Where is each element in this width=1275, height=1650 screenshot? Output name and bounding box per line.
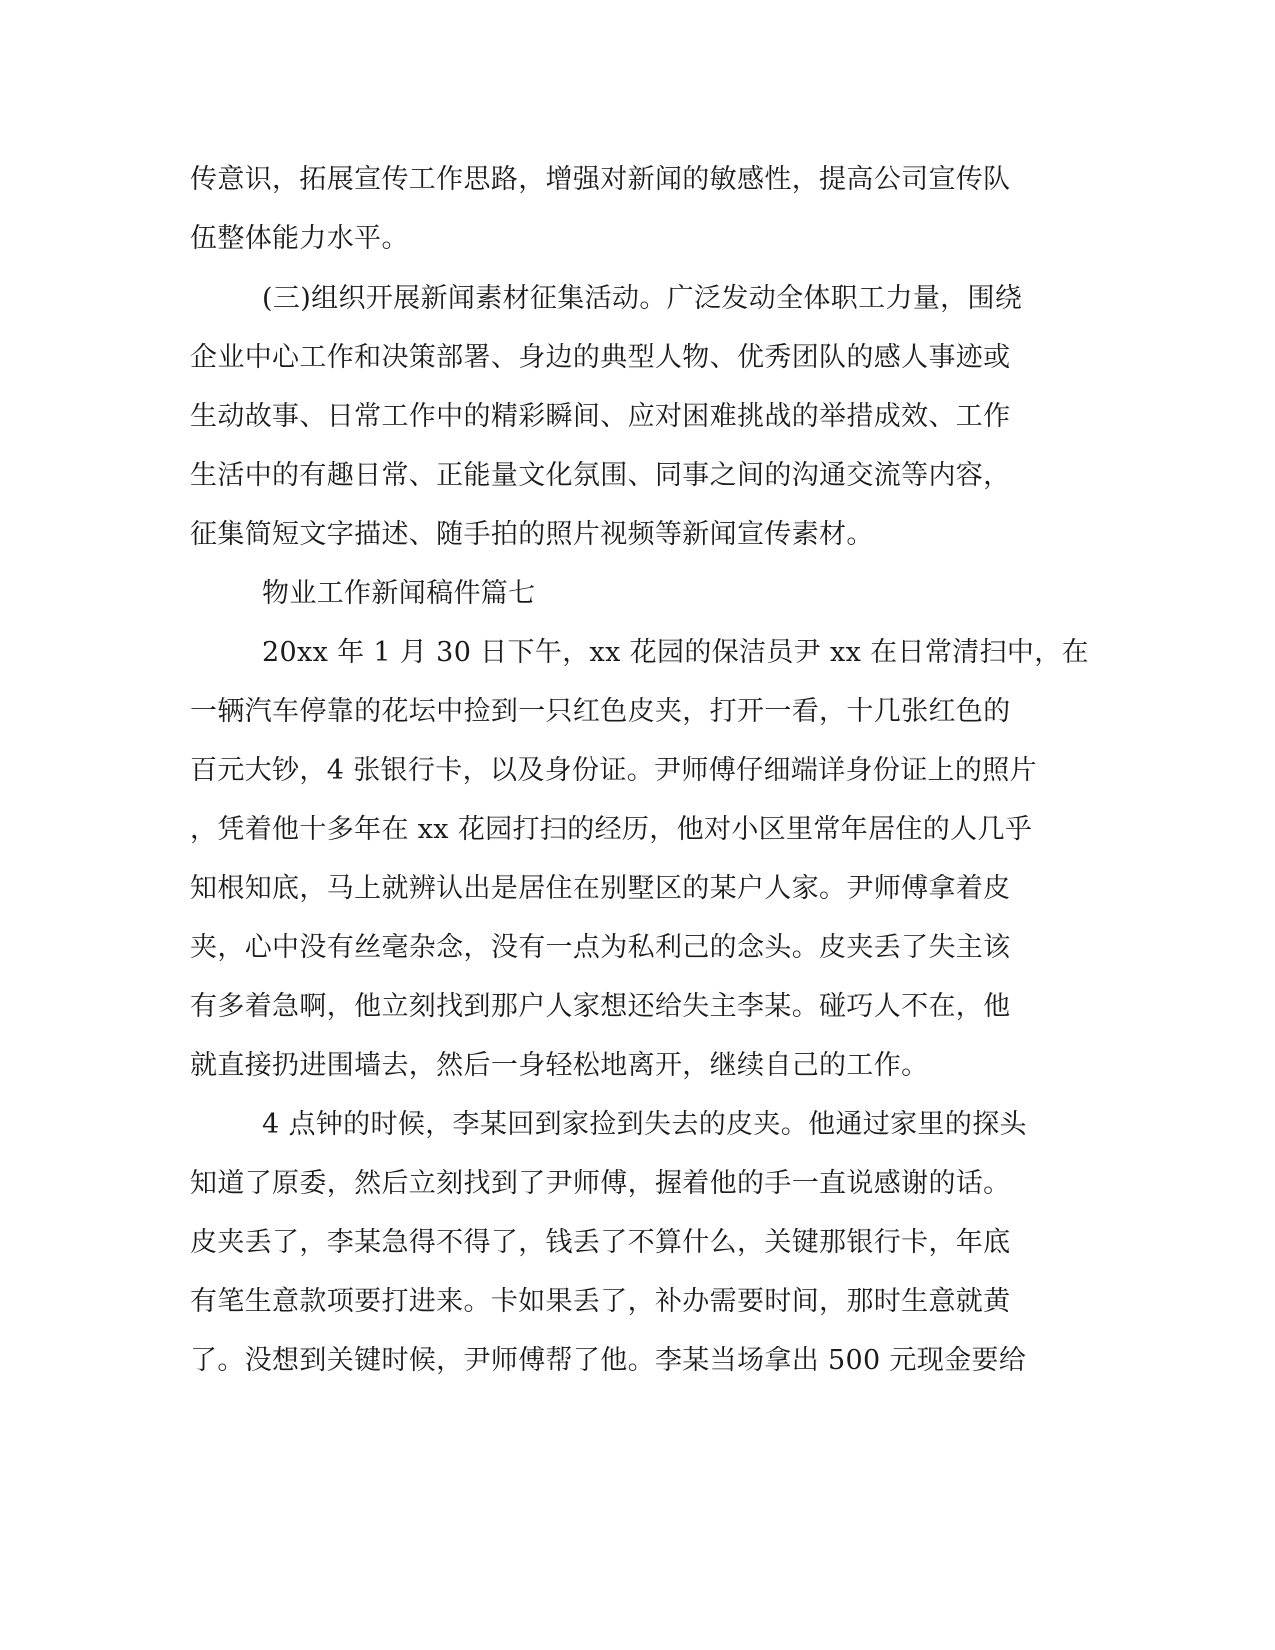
text-line: 知道了原委，然后立刻找到了尹师傅，握着他的手一直说感谢的话。 — [190, 1168, 1011, 1199]
paragraph-start: 20xx 年 1 月 30 日下午，xx 花园的保洁员尹 xx 在日常清扫中，在 — [262, 637, 1089, 668]
text-line: 了。没想到关键时候，尹师傅帮了他。李某当场拿出 500 元现金要给 — [190, 1345, 1027, 1376]
paragraph-start: (三)组织开展新闻素材征集活动。广泛发动全体职工力量，围绕 — [262, 283, 1023, 314]
text-line: 夹，心中没有丝毫杂念，没有一点为私利己的念头。皮夹丢了失主该 — [190, 932, 1011, 963]
text-line: 伍整体能力水平。 — [190, 223, 409, 254]
text-line: 征集简短文字描述、随手拍的照片视频等新闻宣传素材。 — [190, 519, 874, 550]
text-line: 生动故事、日常工作中的精彩瞬间、应对困难挑战的举措成效、工作 — [190, 401, 1011, 432]
text-line: 百元大钞，4 张银行卡，以及身份证。尹师傅仔细端详身份证上的照片 — [190, 755, 1037, 786]
text-line: 传意识，拓展宣传工作思路，增强对新闻的敏感性，提高公司宣传队 — [190, 164, 1011, 195]
text-line: 有多着急啊，他立刻找到那户人家想还给失主李某。碰巧人不在，他 — [190, 991, 1011, 1022]
text-line: 有笔生意款项要打进来。卡如果丢了，补办需要时间，那时生意就黄 — [190, 1286, 1011, 1317]
text-line: 一辆汽车停靠的花坛中捡到一只红色皮夹，打开一看，十几张红色的 — [190, 696, 1011, 727]
text-line: 皮夹丢了，李某急得不得了，钱丢了不算什么，关键那银行卡，年底 — [190, 1227, 1011, 1258]
text-line: 企业中心工作和决策部署、身边的典型人物、优秀团队的感人事迹或 — [190, 342, 1011, 373]
text-line: ，凭着他十多年在 xx 花园打扫的经历，他对小区里常年居住的人几乎 — [190, 814, 1033, 845]
text-line: 生活中的有趣日常、正能量文化氛围、同事之间的沟通交流等内容， — [190, 460, 1011, 491]
text-line: 就直接扔进围墙去，然后一身轻松地离开，继续自己的工作。 — [190, 1050, 929, 1081]
text-line: 知根知底，马上就辨认出是居住在别墅区的某户人家。尹师傅拿着皮 — [190, 873, 1011, 904]
section-heading: 物业工作新闻稿件篇七 — [262, 578, 536, 609]
paragraph-start: 4 点钟的时候，李某回到家捡到失去的皮夹。他通过家里的探头 — [262, 1109, 1027, 1140]
